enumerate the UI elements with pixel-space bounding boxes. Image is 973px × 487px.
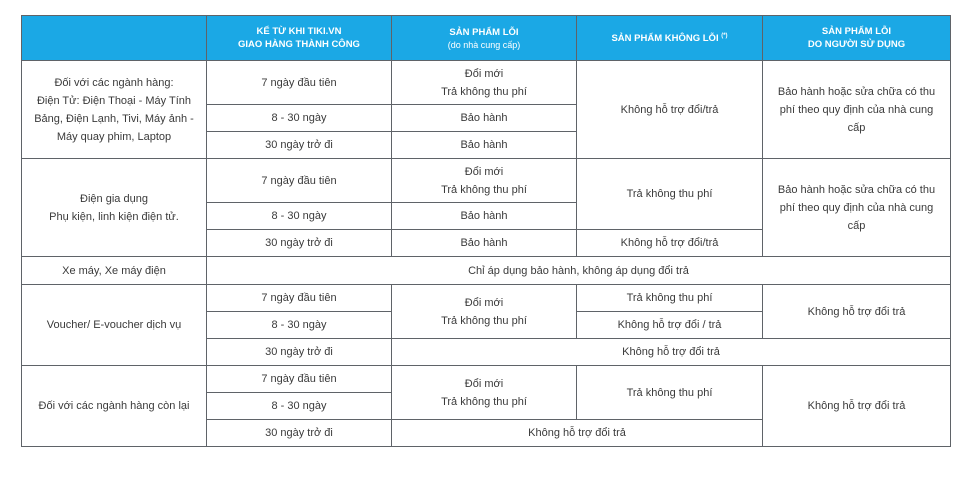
policy-line: Đổi mới [464,67,504,80]
return-policy-container [21,15,951,447]
category-line: Đối với các ngành hàng: [54,76,174,89]
defective-cell: Bảo hành [392,132,577,159]
non-defective-cell: Trả không thu phí [577,366,763,420]
defective-cell: Bảo hành [392,105,577,132]
period-cell: 8 - 30 ngày [207,105,392,132]
policy-line: Đổi mới [464,296,504,309]
category-line: Điện gia dụng [80,192,148,205]
header-non-defective-product [577,16,763,61]
table-header-row [22,16,951,61]
category-electronics [22,61,207,159]
policy-line: Trả không thu phí [441,85,527,98]
policy-line: Đổi mới [464,165,504,178]
non-defective-cell: Trả không thu phí [577,159,763,230]
defective-cell [392,285,577,339]
header-defective-product [392,16,577,61]
period-cell: 7 ngày đầu tiên [207,366,392,393]
period-cell: 30 ngày trở đi [207,230,392,257]
period-cell: 8 - 30 ngày [207,312,392,339]
header-non-defective-mark: (*) [721,33,728,40]
table-row [22,159,951,203]
motorbike-policy-cell: Chỉ áp dụng bảo hành, không áp dụng đổi trả [207,257,951,285]
period-cell: 7 ngày đầu tiên [207,285,392,312]
policy-line: Đổi mới [464,377,504,390]
category-appliances [22,159,207,257]
merged-policy-cell: Không hỗ trợ đổi trả [392,339,951,366]
period-cell: 8 - 30 ngày [207,203,392,230]
header-user-defect-line1: SẢN PHẨM LỖI [821,26,892,37]
period-cell: 30 ngày trở đi [207,420,392,447]
policy-line: Trả không thu phí [441,314,527,327]
defective-cell [392,366,577,420]
policy-line: Trả không thu phí [441,395,527,408]
table-row [22,257,951,285]
defective-cell: Bảo hành [392,230,577,257]
return-policy-table [21,15,951,447]
table-row [22,366,951,393]
table-row [22,285,951,312]
period-cell: 7 ngày đầu tiên [207,159,392,203]
category-line: Điện Tử: Điện Thoại - Máy Tính [36,94,192,107]
category-motorbikes: Xe máy, Xe máy điện [22,257,207,285]
non-defective-cell: Trả không thu phí [577,285,763,312]
header-category-cell [22,16,207,61]
header-delivery-line2: GIAO HÀNG THÀNH CÔNG [238,39,360,50]
header-defective-title: SẢN PHẨM LỖI [449,26,519,38]
header-delivery-line1: KỂ TỪ KHI TIKI.VN [256,26,342,37]
category-line: Phụ kiện, linh kiện điện tử. [49,210,179,223]
non-defective-cell: Không hỗ trợ đổi/trả [577,230,763,257]
user-defect-cell: Không hỗ trợ đổi trả [763,366,951,447]
header-defective-sub: (do nhà cung cấp) [447,39,521,50]
category-others: Đối với các ngành hàng còn lại [22,366,207,447]
period-cell: 7 ngày đầu tiên [207,61,392,105]
header-user-defect-line2: DO NGƯỜI SỬ DỤNG [807,39,906,50]
defective-cell [392,159,577,203]
defective-cell: Bảo hành [392,203,577,230]
category-vouchers: Voucher/ E-voucher dịch vụ [22,285,207,366]
category-line: Máy quay phim, Laptop [56,130,172,143]
period-cell: 30 ngày trở đi [207,339,392,366]
header-delivery-period [207,16,392,61]
user-defect-cell: Không hỗ trợ đổi trả [763,285,951,339]
policy-line: Trả không thu phí [441,183,527,196]
period-cell: 8 - 30 ngày [207,393,392,420]
merged-policy-cell: Không hỗ trợ đổi trả [392,420,763,447]
non-defective-cell: Không hỗ trợ đổi/trả [577,61,763,159]
header-user-defect [763,16,951,61]
table-row [22,61,951,105]
defective-cell [392,61,577,105]
period-cell: 30 ngày trở đi [207,132,392,159]
category-line: Bảng, Điện Lạnh, Tivi, Máy ảnh - [34,112,194,125]
user-defect-cell: Bảo hành hoặc sửa chữa có thu phí theo quy định của nhà cung cấp [763,61,951,159]
header-non-defective-title: SẢN PHẨM KHÔNG LỖI [611,33,719,45]
non-defective-cell: Không hỗ trợ đổi / trả [577,312,763,339]
user-defect-cell: Bảo hành hoặc sửa chữa có thu phí theo quy định của nhà cung cấp [763,159,951,257]
